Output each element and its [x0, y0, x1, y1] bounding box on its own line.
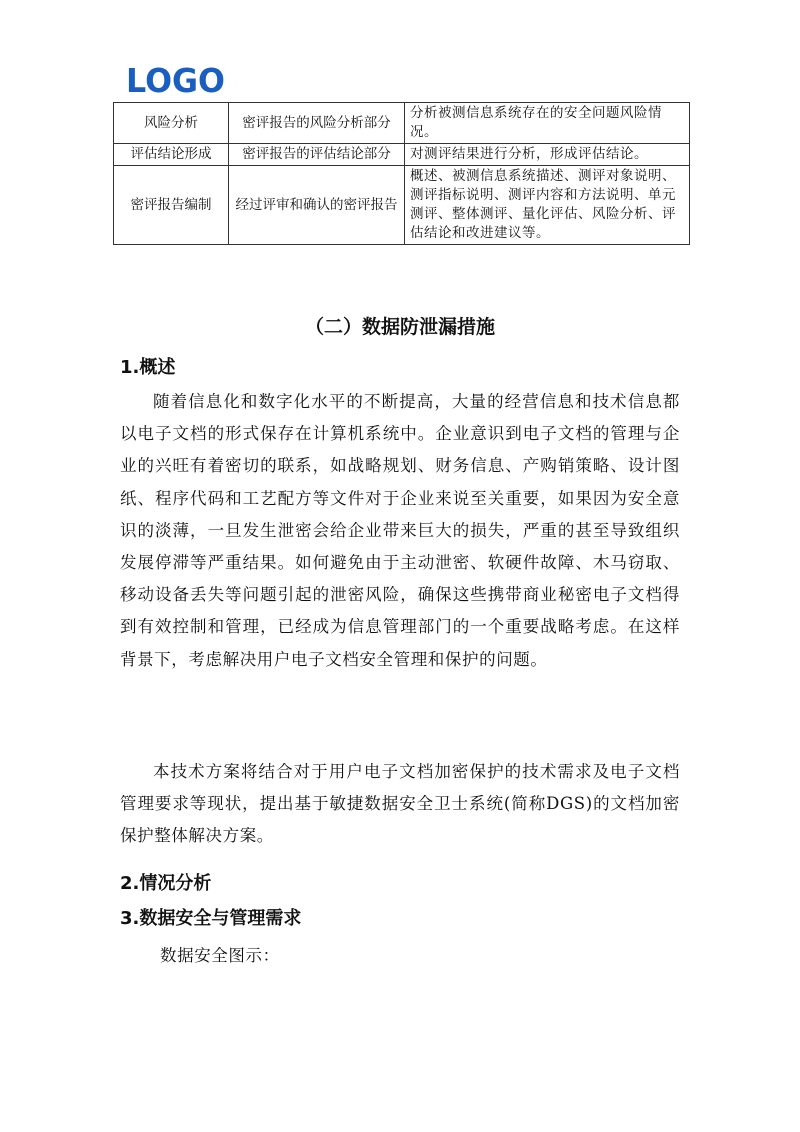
- stage-cell: 风险分析: [114, 103, 229, 144]
- desc-cell: 概述、被测信息系统描述、测评对象说明、测评指标说明、测评内容和方法说明、单元测评、整体测评、量化评估、风险分析、评估结论和改进建议等。: [405, 166, 690, 245]
- stage-cell: 密评报告编制: [114, 166, 229, 245]
- logo: [126, 64, 226, 96]
- overview-paragraph-2: 本技术方案将结合对于用户电子文档加密保护的技术需求及电子文档管理要求等现状，提出基于敏捷数据安全卫士系统(简称DGS)的文档加密保护整体解决方案。: [120, 762, 680, 846]
- output-cell: 密评报告的评估结论部分: [229, 144, 405, 166]
- output-cell: 经过评审和确认的密评报告: [229, 166, 405, 245]
- table-row: [114, 103, 690, 144]
- subsection-overview-title: 1.概述: [120, 357, 176, 378]
- overview-paragraph-1: 随着信息化和数字化水平的不断提高，大量的经营信息和技术信息都以电子文档的形式保存在计算机系统中。企业意识到电子文档的管理与企业的兴旺有着密切的联系，如战略规划、财务信息、产购销策略、设计图纸、程序代码和工艺配方等文件对于企业来说至关重要，如果因为安全意识的淡薄，一旦发生泄密会给企业带来巨大的损失，严重的甚至导致组织发展停滞等严重结果。如何避免由于主动泄密、软硬件故障、木马窃取、移动设备丢失等问题引起的泄密风险，确保这些携带商业秘密电子文档得到有效控制和管理，已经成为信息管理部门的一个重要战略考虑。在这样背景下，考虑解决用户电子文档安全管理和保护的问题。: [120, 392, 680, 669]
- figure-caption: 数据安全图示：: [160, 946, 280, 965]
- table-row: [114, 166, 690, 245]
- desc-cell: 对测评结果进行分析，形成评估结论。: [405, 144, 690, 166]
- subsection-analysis-title: 2.情况分析: [120, 873, 212, 894]
- output-cell: 密评报告的风险分析部分: [229, 103, 405, 144]
- logo-text: LOGO: [126, 64, 225, 96]
- assessment-table: [113, 102, 690, 245]
- table-row: [114, 144, 690, 166]
- stage-cell: 评估结论形成: [114, 144, 229, 166]
- section-title: （二）数据防泄漏措施: [304, 316, 495, 338]
- desc-cell: 分析被测信息系统存在的安全问题风险情况。: [405, 103, 690, 144]
- subsection-requirements-title: 3.数据安全与管理需求: [120, 908, 302, 929]
